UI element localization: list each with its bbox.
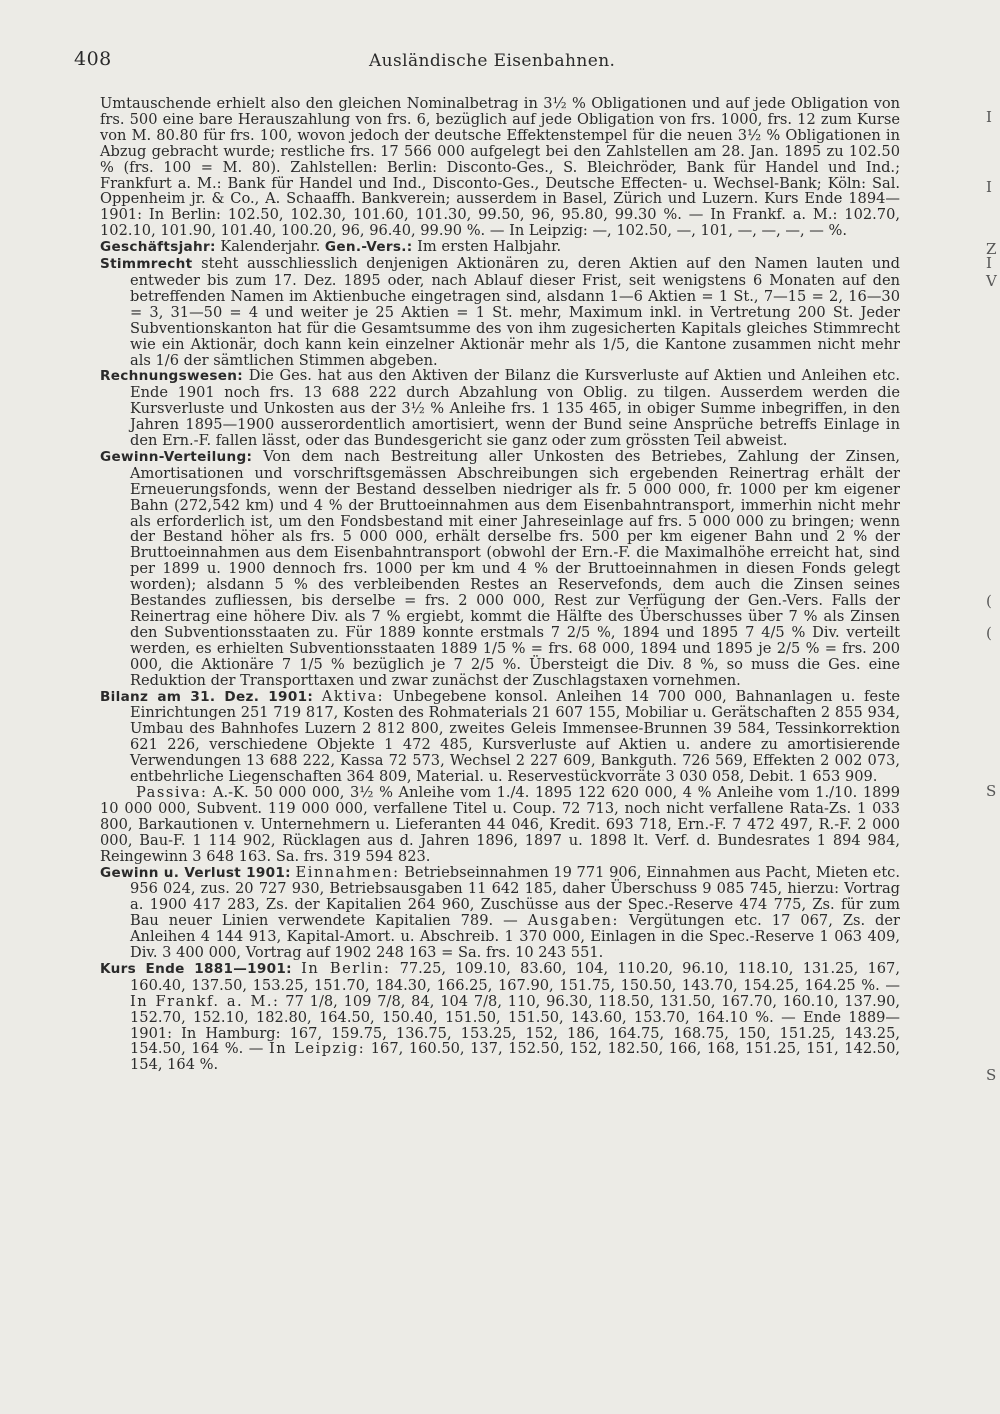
geschaeftsjahr-text: Kalenderjahr. <box>220 238 321 256</box>
margin-mark: I <box>986 254 992 272</box>
body-text <box>100 96 900 1073</box>
geschaeftsjahr-entry <box>100 239 900 256</box>
margin-mark: I <box>986 178 992 196</box>
bilanz-passiva-label: Passiva: <box>136 783 208 801</box>
margin-mark: S <box>986 782 997 800</box>
guv-ausgaben-label: Ausgaben: <box>527 912 619 930</box>
guv-entry <box>100 865 900 961</box>
stimmrecht-text: steht ausschliesslich denjenigen Aktionären zu, deren Aktien auf den Namen lauten und entweder bis zum 17. Dez. 1895 oder, nach Ablauf dieser Frist, seit wenigstens 6 Monaten auf den betreffenden Namen im Aktienbuche eingetragen sind, alsdann 1—6 Aktien = 1 St., 7—15 = 2, 16—30 = 3, 31—50 = 4 und weiter je 25 Aktien = 1 St. mehr, Maximum inkl. in Vertretung 200 St. Jeder Subventionskanton hat für die Gesamtsumme des von ihm zugesicherten Kapitals gleiches Stimmrecht wie ein Aktionär, doch kann kein einzelner Aktionär mehr als 1/5, die Kantone zusammen nicht mehr als 1/6 der sämtlichen Stimmen abgeben. <box>130 255 900 369</box>
bilanz-passiva-paragraph <box>100 785 900 865</box>
margin-mark: I <box>986 108 992 126</box>
margin-mark: S <box>986 1066 997 1084</box>
rechnungswesen-entry <box>100 368 900 449</box>
stimmrecht-entry <box>100 256 900 368</box>
bilanz-aktiva-label: Aktiva: <box>321 687 385 705</box>
rechnungswesen-heading: Rechnungswesen: <box>100 368 243 385</box>
gewinnverteilung-heading: Gewinn-Verteilung: <box>100 448 253 465</box>
margin-mark: Z <box>986 240 997 258</box>
intro-paragraph: Umtauschende erhielt also den gleichen Nominalbetrag in 3½ % Obligationen und auf jede Obligation von frs. 500 eine bare Herauszahlung von frs. 6, bezüglich auf jede Obligation von frs. 1000, frs. 12 zum Kurse von M. 80.80 für frs. 100, wovon jedoch der deutsche Effektenstempel für die neuen 3½ % Obligationen in Abzug gebracht wurde; restliche frs. 17 566 000 aufgelegt bei den Zahlstellen am 28. Jan. 1895 zu 102.50 % (frs. 100 = M. 80). Zahlstellen: Berlin: Disconto-Ges., S. Bleichröder, Bank für Handel und Ind.; Frankfurt a. M.: Bank für Handel und Ind., Disconto-Ges., Deutsche Effecten- u. Wechsel-Bank; Köln: Sal. Oppenheim jr. & Co., A. Schaaffh. Bankverein; ausserdem in Basel, Zürich und Luzern. Kurs Ende 1894—1901: In Berlin: 102.50, 102.30, 101.60, 101.30, 99.50, 96, 95.80, 99.30 %. — In Frankf. a. M.: 102.70, 102.10, 101.90, 101.40, 100.20, 96, 96.40, 99.90 %. — In Leipzig: —, 102.50, —, 101, —, —, —, — %. <box>100 95 900 240</box>
kurs-leipzig-label: In Leipzig: <box>268 1040 366 1058</box>
running-head: Ausländische Eisenbahnen. <box>369 51 616 71</box>
bilanz-aktiva-text: Unbegebene konsol. Anleihen 14 700 000, Bahnanlagen u. feste Einrichtungen 251 719 817, Kosten des Rohmaterials 21 607 155, Mobiliar u. Gerätschaften 2 855 934, Umbau des Bahnhofes Luzern 2 812 800, zweites Geleis Immensee-Brunnen 39 584, Tessinkorrektion 621 226, verschiedene Objekte 1 472 485, Kursverluste auf Aktien u. andere zu amortisierende Verwendungen 13 688 222, Kassa 72 573, Wechsel 2 227 609, Bankguth. 726 569, Effekten 2 002 073, entbehrliche Liegenschaften 364 809, Material. u. Reservestückvorräte 3 030 058, Debit. 1 653 909. <box>130 687 901 786</box>
bilanz-entry <box>100 689 900 785</box>
rechnungswesen-text: Die Ges. hat aus den Aktiven der Bilanz die Kursverluste auf Aktien und Anleihen etc. Ende 1901 noch frs. 13 688 222 durch Abzahlung von Oblig. zu tilgen. Ausserdem werden die Kursverluste und Unkosten aus der 3½ % Anleihe frs. 1 135 465, in obiger Summe inbegriffen, in den Jahren 1895—1900 ausserordentlich amortisiert, wenn der Bund seine Ansprüche betreffs Einlage in den Ern.-F. fallen lässt, oder das Bundesgericht sie ganz oder zum grössten Teil abweist. <box>130 367 900 450</box>
kurs-frankfurt-text: 77 1/8, 109 7/8, 84, 104 7/8, 110, 96.30, 118.50, 131.50, 167.70, 160.10, 137.90, 152.70, 152.10, 182.80, 164.50, 150.40, 151.50, 151.50, 143.60, 153.70, 164.10 %. — Ende 1889—1901: In Hamburg: 167, 159.75, 136.75, 153.25, 152, 186, 164.75, 168.75, 150, 151.25, 143.25, 154.50, 164 %. — <box>130 992 901 1058</box>
genvers-text: Im ersten Halbjahr. <box>417 238 562 256</box>
kurs-berlin-label: In Berlin: <box>301 959 391 977</box>
gewinnverteilung-entry <box>100 449 900 689</box>
guv-einnahmen-text: Betriebseinnahmen 19 771 906, Einnahmen aus Pacht, Mieten etc. 956 024, zus. 20 727 930, Betriebsausgaben 11 642 185, daher Überschuss 9 085 745, hierzu: Vortrag a. 1900 417 283, Zs. der Kapitalien 264 960, Zuschüsse aus der Spec.-Reserve 474 775, Zs. für zum Bau neuer Linien verwendete Kapitalien 789. — <box>130 863 900 930</box>
page-number: 408 <box>74 48 112 70</box>
guv-einnahmen-label: Einnahmen: <box>295 863 400 881</box>
geschaeftsjahr-heading: Geschäftsjahr: <box>100 239 216 256</box>
guv-heading: Gewinn u. Verlust 1901: <box>100 864 291 881</box>
margin-mark: ( <box>986 592 992 610</box>
bilanz-heading: Bilanz am 31. Dez. 1901: <box>100 688 314 705</box>
margin-bleed-through <box>984 100 1000 1400</box>
margin-mark: ( <box>986 624 992 642</box>
bilanz-passiva-text: A.-K. 50 000 000, 3½ % Anleihe vom 1./4. 1895 122 620 000, 4 % Anleihe vom 1./10. 1899 10 000 000, Subvent. 119 000 000, verfallene Titel u. Coup. 72 713, noch nicht verfallene Rata-Zs. 1 033 800, Barkautionen v. Unternehmern u. Lieferanten 44 046, Kredit. 693 718, Ern.-F. 7 472 497, R.-F. 2 000 000, Bau-F. 1 114 902, Rücklagen aus d. Jahren 1896, 1897 u. 1898 lt. Verf. d. Bundesrates 1 894 984, Reingewinn 3 648 163. Sa. frs. 319 594 823. <box>100 783 901 865</box>
kurs-leipzig-text: 167, 160.50, 137, 152.50, 152, 182.50, 166, 168, 151.25, 151, 142.50, 154, 164 %. <box>130 1040 900 1074</box>
genvers-heading: Gen.-Vers.: <box>324 239 413 256</box>
kurs-frankfurt-label: In Frankf. a. M.: <box>130 992 280 1010</box>
kurs-entry <box>100 961 900 1073</box>
margin-mark: V <box>986 272 997 290</box>
kurs-berlin-text: 77.25, 109.10, 83.60, 104, 110.20, 96.10, 118.10, 131.25, 167, 160.40, 137.50, 153.25, 151.70, 184.30, 166.25, 167.90, 151.75, 150.50, 143.70, 154.25, 164.25 %. — <box>130 959 900 994</box>
gewinnverteilung-text: Von dem nach Bestreitung aller Unkosten des Betriebes, Zahlung der Zinsen, Amortisationen und vorschriftsgemässen Abschreibungen sich ergebenden Reinertrag erhält der Erneuerungsfonds, wenn der Bestand desselben niedriger als fr. 5 000 000, fr. 1000 per km eigener Bahn (272,542 km) und 4 % der Bruttoeinnahmen aus dem Eisenbahntransport, immerhin nicht mehr als erforderlich ist, um den Fondsbestand mit einer Jahreseinlage auf frs. 5 000 000 zu bringen; wenn der Bestand höher als frs. 5 000 000, erhält derselbe frs. 500 per km eigener Bahn und 2 % der Bruttoeinnahmen aus dem Eisenbahntransport (obwohl der Ern.-F. die Maximalhöhe erreicht hat, sind per 1899 u. 1900 dennoch frs. 1000 per km und 4 % der Bruttoeinnahmen in diesen Fonds gelegt worden); alsdann 5 % des verbleibenden Restes an Reservefonds, dem auch die Zinsen seines Bestandes zufliessen, bis derselbe = frs. 2 000 000, Rest zur Verfügung der Gen.-Vers. Falls der Reinertrag eine höhere Div. als 7 % ergiebt, kommt die Hälfte des Überschusses über 7 % als Zinsen den Subventionsstaaten zu. Für 1889 konnte erstmals 7 2/5 %, 1894 und 1895 7 4/5 % Div. verteilt werden, es erhielten Subventionsstaaten 1889 1/5 % = frs. 68 000, 1894 und 1895 je 2/5 % = frs. 200 000, die Aktionäre 7 1/5 % bezüglich je 7 2/5 %. Übersteigt die Div. 8 %, so muss die Ges. eine Reduktion der Transporttaxen und zwar zunächst der Zuschlagstaxen vornehmen. <box>130 447 900 689</box>
kurs-heading: Kurs Ende 1881—1901: <box>100 960 292 977</box>
guv-ausgaben-text: Vergütungen etc. 17 067, Zs. der Anleihen 4 144 913, Kapital-Amort. u. Abschreib. 1 370 000, Einlagen in die Spec.-Reserve 1 063 409, Div. 3 400 000, Vortrag auf 1902 248 163 = Sa. frs. 10 243 551. <box>130 912 901 962</box>
stimmrecht-heading: Stimmrecht <box>100 256 193 273</box>
